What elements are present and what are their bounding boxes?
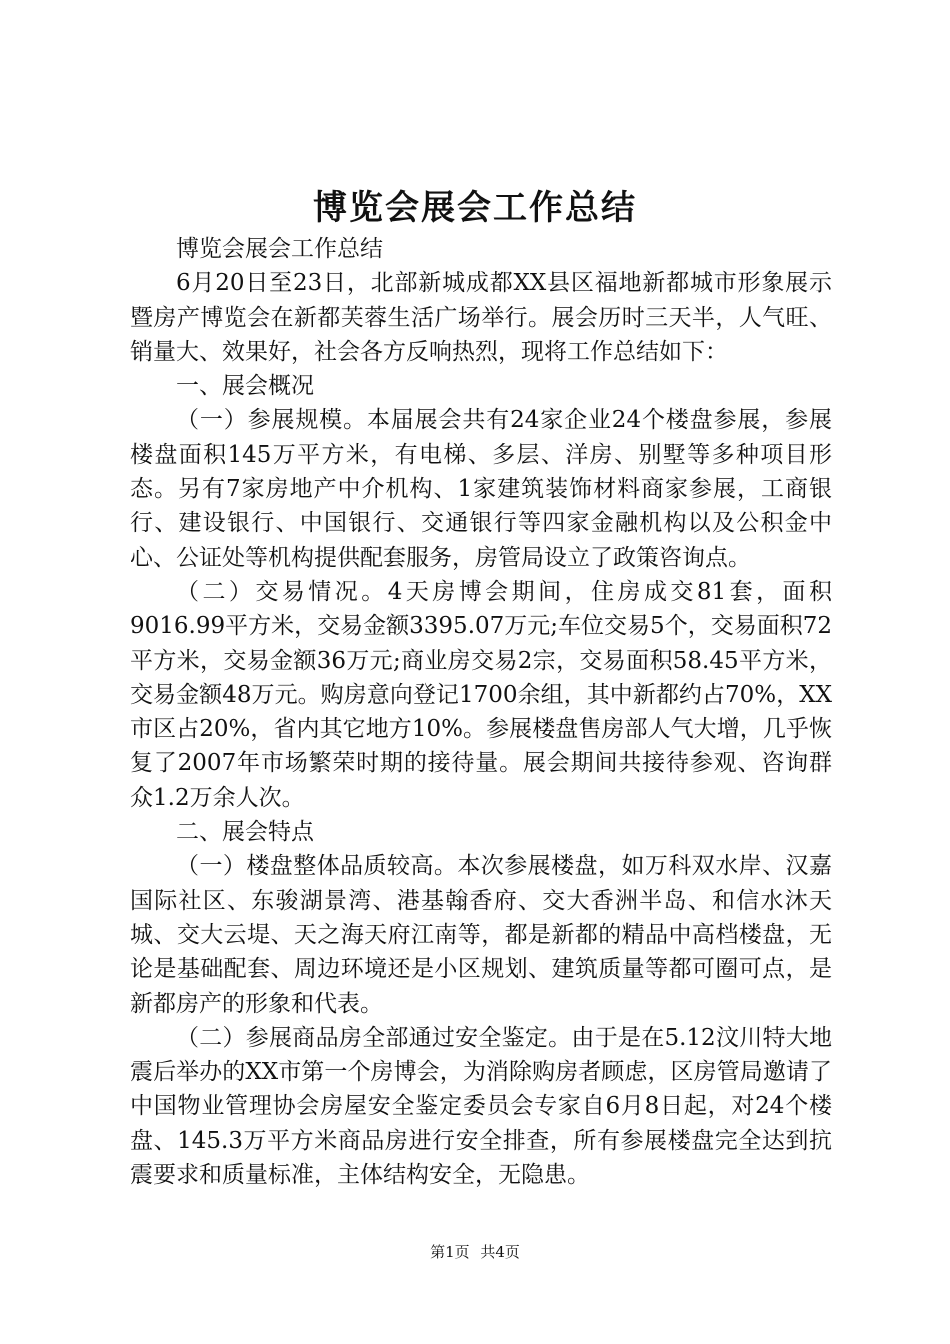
section-heading-overview: 一、展会概况 <box>176 373 314 400</box>
section-heading-features: 二、展会特点 <box>176 819 314 846</box>
paragraph-safety: （二）参展商品房全部通过安全鉴定。由于是在5.12汶川特大地震后举办的XX市第一个房博会，为消除购房者顾虑，区房管局邀请了中国物业管理协会房屋安全鉴定委员会专家自6月8日起，对24个楼盘、145.3万平方米商品房进行安全排查，所有参展楼盘完全达到抗震要求和质量标准，主体结构安全，无隐患。 <box>130 1024 832 1189</box>
document-title: 博览会展会工作总结 <box>313 188 637 228</box>
document-body <box>130 232 832 1192</box>
paragraph-quality: （一）楼盘整体品质较高。本次参展楼盘，如万科双水岸、汉嘉国际社区、东骏湖景湾、港基翰香府、交大香洲半岛、和信水沐天城、交大云堤、天之海天府江南等，都是新都的精品中高档楼盘，无论是基础配套、周边环境还是小区规划、建筑质量等都可圈可点，是新都房产的形象和代表。 <box>130 853 832 1017</box>
page-number: 第1页 <box>430 1243 470 1261</box>
page-footer <box>0 1242 950 1262</box>
paragraph-heading: 博览会展会工作总结 <box>176 236 383 262</box>
paragraph-intro: 6月20日至23日，北部新城成都XX县区福地新都城市形象展示暨房产博览会在新都芙蓉生活广场举行。展会历时三天半，人气旺、销量大、效果好，社会各方反响热烈，现将工作总结如下： <box>130 270 832 365</box>
paragraph-transactions: （二）交易情况。4天房博会期间，住房成交81套，面积9016.99平方米，交易金额3395.07万元;车位交易5个，交易面积72平方米，交易金额36万元;商业房交易2宗，交易面积58.45平方米，交易金额48万元。购房意向登记1700余组，其中新都约占70%，XX市区占20%，省内其它地方10%。参展楼盘售房部人气大增，几乎恢复了2007年市场繁荣时期的接待量。展会期间共接待参观、咨询群众1.2万余人次。 <box>130 578 832 811</box>
paragraph-scale: （一）参展规模。本届展会共有24家企业24个楼盘参展，参展楼盘面积145万平方米，有电梯、多层、洋房、别墅等多种项目形态。另有7家房地产中介机构、1家建筑装饰材料商家参展，工商银行、建设银行、中国银行、交通银行等四家金融机构以及公积金中心、公证处等机构提供配套服务，房管局设立了政策咨询点。 <box>130 407 832 571</box>
page-total: 共4页 <box>480 1243 520 1261</box>
